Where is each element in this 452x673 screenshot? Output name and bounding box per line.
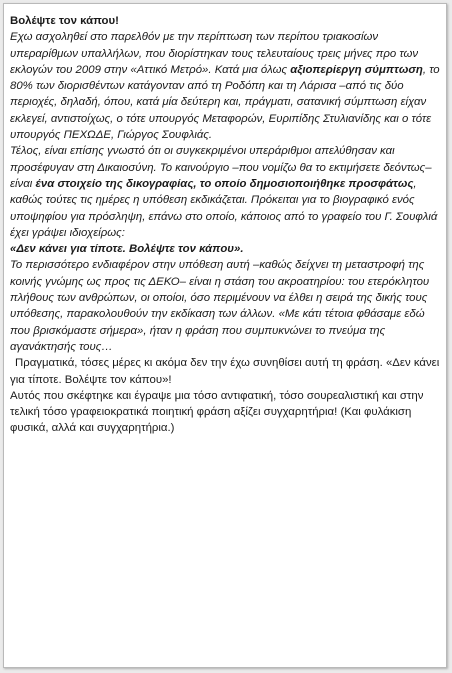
paragraph-intro-bold: αξιοπερίεργη σύμπτωση bbox=[290, 63, 423, 76]
paragraph-intro-text-b: , το 80% των διορισθέντων κατάγονταν από τη Ροδόπη και τη Λάρισα –από τις δύο περιοχές, δηλαδή, όπου, κατά μία δεύτερη και, πράγματι, σατανική σύμπτωση είχαν εκλεγεί, αντιστοίχως, ο τότε υπουργός Μεταφορών, Ευριπίδης Στυλιανίδης και ο τότε υπουργός ΠΕΧΩΔΕ, Γιώργος Σουφλιάς. bbox=[10, 63, 440, 142]
paragraph-intro-text-a: Εχω ασχοληθεί στο παρελθόν με την περίπτωση των περίπου τριακοσίων υπεραρίθμων υπαλλήλων, που διορίστηκαν τους τελευταίους τρεις μήνες προ των εκλογών του 2009 στην «Αττικό Μετρό». Κατά μια όλως bbox=[10, 31, 419, 76]
post-frame bbox=[3, 3, 447, 668]
paragraph-evidence bbox=[10, 143, 442, 241]
paragraph-comment: Πραγματικά, τόσες μέρες κι ακόμα δεν την έχω συνηθίσει αυτή τη φράση. «Δεν κάνει για τίποτε. Βολέψτε τον κάπου»! bbox=[10, 357, 440, 386]
article-body bbox=[10, 13, 442, 437]
paragraph-evidence-text-b: , καθώς τούτες τις ημέρες η υπόθεση εκδικάζεται. Πρόκειται για το βιογραφικό ενός υποψηφίου για πρόσληψη, επάνω στο οποίο, κάποιος από το γραφείο του Γ. Σουφλιά έχει γράψει ιδιοχείρως: bbox=[10, 177, 438, 239]
handwritten-quote bbox=[10, 241, 442, 257]
paragraph-evidence-bold: ένα στοιχείο της δικογραφίας, το οποίο δημοσιοποιήθηκε προσφάτως bbox=[35, 177, 414, 190]
paragraph-conclusion: Αυτός που σκέφτηκε και έγραψε μια τόσο αντιφατική, τόσο σουρεαλιστική και στην τελική τόσο γραφειοκρατικά ποιητική φράση αξίζει συγχαρητήρια! (Και φυλάκιση φυσικά, αλλά και συγχαρητήρια.) bbox=[10, 389, 424, 435]
paragraph-intro bbox=[10, 29, 442, 143]
handwritten-quote-text: «Δεν κάνει για τίποτε. Βολέψτε τον κάπου». bbox=[10, 243, 244, 256]
paragraph-evidence-text-a: Τέλος, είναι επίσης γνωστό ότι οι συγκεκριμένοι υπεράριθμοι απελύθησαν και προσέφυγαν στη Δικαιοσύνη. Το καινούργιο –που νομίζω θα το εκτιμήσετε δεόντως– είναι bbox=[10, 145, 432, 190]
paragraph-audience: Το περισσότερο ενδιαφέρον στην υπόθεση αυτή –καθώς δείχνει τη μεταστροφή της κοινής γνώμης ως προς τις ΔΕΚΟ– είναι η στάση του ακροατηρίου: του ετερόκλητου πλήθους των ανθρώπων, οι οποίοι, όσο περιμένουν να έλθει η σειρά της δικής τους υπόθεσης, παρακολουθούν την εκδίκαση των άλλων. «Με κάτι τέτοια φθάσαμε εδώ που βρισκόμαστε σήμερα», ήταν η φράση που συμπυκνώνει το πνεύμα της αγανάκτησής τους… bbox=[10, 259, 430, 353]
article-title: Βολέψτε τον κάπου! bbox=[10, 15, 119, 27]
